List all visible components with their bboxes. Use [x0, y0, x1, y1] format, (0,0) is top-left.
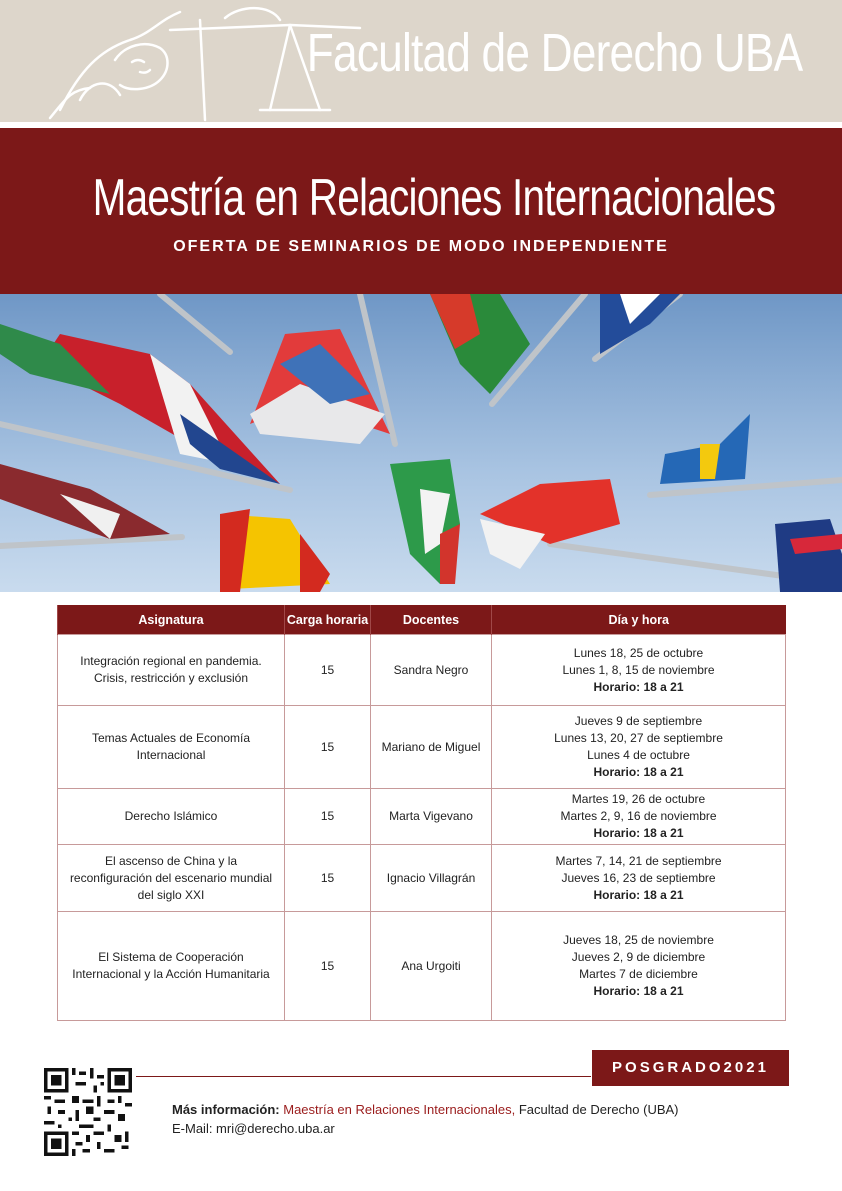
- table-row: [58, 845, 786, 912]
- teacher-cell: Ana Urgoiti: [371, 912, 492, 1021]
- teacher-cell: Sandra Negro: [371, 635, 492, 706]
- teacher-cell: Marta Vigevano: [371, 789, 492, 845]
- footer-divider: [136, 1076, 591, 1077]
- schedule-time: Horario: 18 a 21: [593, 984, 684, 998]
- contact-info: [172, 1100, 679, 1138]
- seminars-table: [57, 605, 786, 1021]
- subject-cell: Integración regional en pandemia. Crisis, restricción y exclusión: [58, 635, 285, 706]
- table-row: [58, 912, 786, 1021]
- hours-cell: 15: [285, 912, 371, 1021]
- email-line[interactable]: E-Mail: mri@derecho.uba.ar: [172, 1121, 335, 1136]
- faculty-title: Facultad de Derecho UBA: [306, 23, 802, 83]
- schedule-time: Horario: 18 a 21: [593, 887, 684, 902]
- schedule-time: Horario: 18 a 21: [593, 679, 684, 694]
- header-subject: Asignatura: [58, 605, 285, 635]
- date-line: Martes 19, 26 de octubre: [571, 792, 706, 806]
- flags-photo: [0, 294, 842, 592]
- more-info-line: [172, 1100, 679, 1119]
- table-row: [58, 706, 786, 789]
- date-line: Lunes 18, 25 de octubre: [573, 645, 704, 660]
- subject-cell: Derecho Islámico: [58, 789, 285, 845]
- hours-cell: 15: [285, 845, 371, 912]
- schedule-time: Horario: 18 a 21: [593, 765, 684, 779]
- hours-cell: 15: [285, 789, 371, 845]
- hours-cell: 15: [285, 635, 371, 706]
- schedule-time: Horario: 18 a 21: [593, 826, 684, 840]
- schedule-cell: [492, 845, 786, 912]
- header-band: [0, 0, 842, 122]
- schedule-cell: [492, 912, 786, 1021]
- date-line: Jueves 9 de septiembre: [574, 714, 703, 728]
- table-row: [58, 635, 786, 706]
- schedule-cell: [492, 789, 786, 845]
- date-line: Jueves 2, 9 de diciembre: [571, 950, 706, 964]
- date-line: Martes 2, 9, 16 de noviembre: [560, 809, 717, 823]
- subject-cell: El Sistema de Cooperación Internacional y la Acción Humanitaria: [58, 912, 285, 1021]
- page-subtitle: OFERTA DE SEMINARIOS DE MODO INDEPENDIENTE: [173, 238, 669, 255]
- more-info-label: Más información:: [172, 1102, 280, 1117]
- posgrado-badge: POSGRADO2021: [592, 1050, 789, 1086]
- subject-cell: El ascenso de China y la reconfiguración del escenario mundial del siglo XXI: [58, 845, 285, 912]
- qr-code-icon[interactable]: [44, 1068, 132, 1156]
- schedule-cell: [492, 635, 786, 706]
- program-link[interactable]: Maestría en Relaciones Internacionales,: [283, 1102, 516, 1117]
- date-line: Lunes 4 de octubre: [587, 748, 690, 762]
- schedule-cell: [492, 706, 786, 789]
- date-line: Jueves 18, 25 de noviembre: [563, 933, 714, 947]
- institution-name: Facultad de Derecho (UBA): [515, 1102, 679, 1117]
- hours-cell: 15: [285, 706, 371, 789]
- subject-cell: Temas Actuales de Economía Internacional: [58, 706, 285, 789]
- date-line: Lunes 13, 20, 27 de septiembre: [554, 731, 723, 745]
- table-header-row: [58, 605, 786, 635]
- teacher-cell: Mariano de Miguel: [371, 706, 492, 789]
- header-hours: Carga horaria: [285, 605, 371, 635]
- header-schedule: Día y hora: [492, 605, 786, 635]
- date-line: Jueves 16, 23 de septiembre: [561, 870, 716, 885]
- date-line: Lunes 1, 8, 15 de noviembre: [562, 662, 715, 677]
- date-line: Martes 7, 14, 21 de septiembre: [555, 853, 722, 868]
- date-line: Martes 7 de diciembre: [579, 967, 698, 981]
- teacher-cell: Ignacio Villagrán: [371, 845, 492, 912]
- table-row: [58, 789, 786, 845]
- header-teacher: Docentes: [371, 605, 492, 635]
- page-title: Maestría en Relaciones Internacionales: [92, 169, 776, 227]
